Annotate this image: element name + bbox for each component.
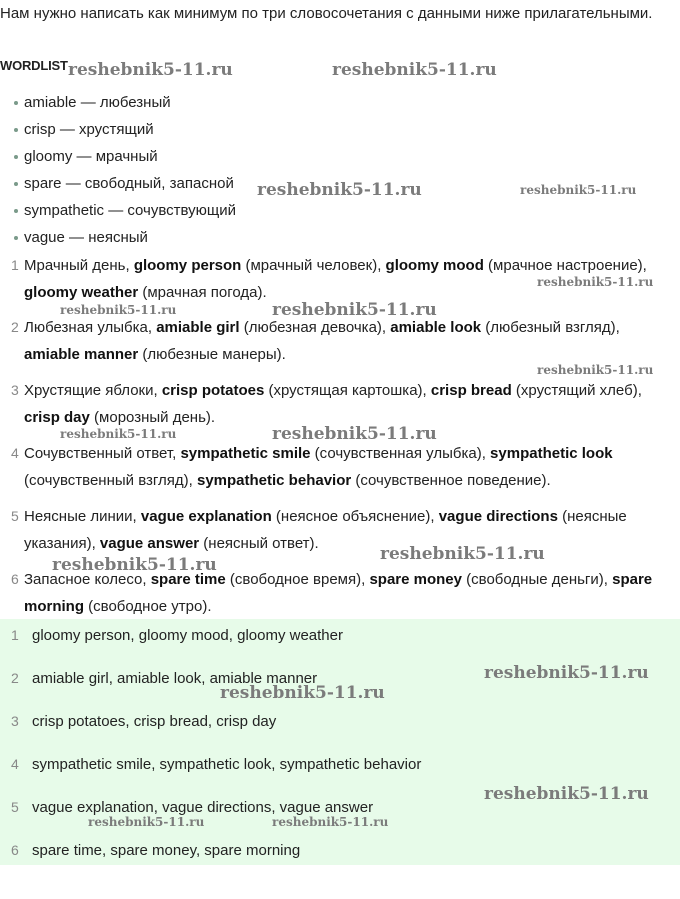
example-item — [0, 314, 676, 368]
answer-text: vague explanation, vague directions, vague answer — [32, 799, 374, 816]
watermark-text: reshebnik5-11.ru — [537, 275, 654, 289]
wordlist-heading: WORDLIST — [0, 58, 68, 73]
answer-number: 1 — [11, 627, 19, 643]
watermark-text: reshebnik5-11.ru — [272, 300, 437, 320]
watermark-text: reshebnik5-11.ru — [88, 815, 205, 829]
watermark-text: reshebnik5-11.ru — [520, 183, 637, 197]
example-number: 3 — [11, 382, 19, 398]
answer-number: 3 — [11, 713, 19, 729]
watermark-text: reshebnik5-11.ru — [68, 60, 233, 80]
watermark-text: reshebnik5-11.ru — [257, 180, 422, 200]
example-text: Сочувственный ответ, sympathetic smile (сочувственная улыбка), sympathetic look (сочувственный взгляд), sympathetic behavior (сочувственное поведение). — [24, 445, 613, 489]
answer-text: sympathetic smile, sympathetic look, sympathetic behavior — [32, 756, 422, 773]
example-number: 1 — [11, 257, 19, 273]
example-item — [0, 440, 676, 494]
watermark-text: reshebnik5-11.ru — [484, 663, 649, 683]
wordlist-item: spare — свободный, запасной — [10, 170, 236, 197]
example-text: Хрустящие яблоки, crisp potatoes (хрустящая картошка), crisp bread (хрустящий хлеб), crisp day (морозный день). — [24, 382, 642, 426]
watermark-text: reshebnik5-11.ru — [272, 815, 389, 829]
example-number: 5 — [11, 508, 19, 524]
answer-text: amiable girl, amiable look, amiable manner — [32, 670, 318, 687]
answer-number: 6 — [11, 842, 19, 858]
watermark-text: reshebnik5-11.ru — [484, 784, 649, 804]
example-item — [0, 503, 676, 557]
watermark-text: reshebnik5-11.ru — [537, 363, 654, 377]
watermark-text: reshebnik5-11.ru — [272, 424, 437, 444]
example-number: 2 — [11, 319, 19, 335]
watermark-text: reshebnik5-11.ru — [60, 427, 177, 441]
example-item — [0, 377, 676, 431]
example-text: Неясные линии, vague explanation (неясное объяснение), vague directions (неясные указания), vague answer (неясный ответ). — [24, 508, 627, 552]
example-text: Запасное колесо, spare time (свободное время), spare money (свободные деньги), spare morning (свободное утро). — [24, 571, 653, 615]
answer-text: gloomy person, gloomy mood, gloomy weather — [32, 627, 343, 644]
example-number: 6 — [11, 571, 19, 587]
wordlist-item: vague — неясный — [10, 224, 236, 251]
wordlist-item: sympathetic — сочувствующий — [10, 197, 236, 224]
wordlist-item: gloomy — мрачный — [10, 143, 236, 170]
example-text: Любезная улыбка, amiable girl (любезная девочка), amiable look (любезный взгляд), amiable manner (любезные манеры). — [24, 319, 620, 363]
watermark-text: reshebnik5-11.ru — [60, 303, 177, 317]
answer-number: 2 — [11, 670, 19, 686]
wordlist — [10, 89, 236, 251]
answer-number: 4 — [11, 756, 19, 772]
example-text: Мрачный день, gloomy person (мрачный человек), gloomy mood (мрачное настроение), gloomy weather (мрачная погода). — [24, 257, 647, 301]
watermark-text: reshebnik5-11.ru — [52, 555, 217, 575]
watermark-text: reshebnik5-11.ru — [220, 683, 385, 703]
answer-text: crisp potatoes, crisp bread, crisp day — [32, 713, 277, 730]
intro-text: Нам нужно написать как минимум по три словосочетания с данными ниже прилагательными. — [0, 5, 653, 22]
wordlist-item: amiable — любезный — [10, 89, 236, 116]
answer-text: spare time, spare money, spare morning — [32, 842, 301, 859]
example-number: 4 — [11, 445, 19, 461]
wordlist-item: crisp — хрустящий — [10, 116, 236, 143]
watermark-text: reshebnik5-11.ru — [332, 60, 497, 80]
watermark-text: reshebnik5-11.ru — [380, 544, 545, 564]
answer-number: 5 — [11, 799, 19, 815]
